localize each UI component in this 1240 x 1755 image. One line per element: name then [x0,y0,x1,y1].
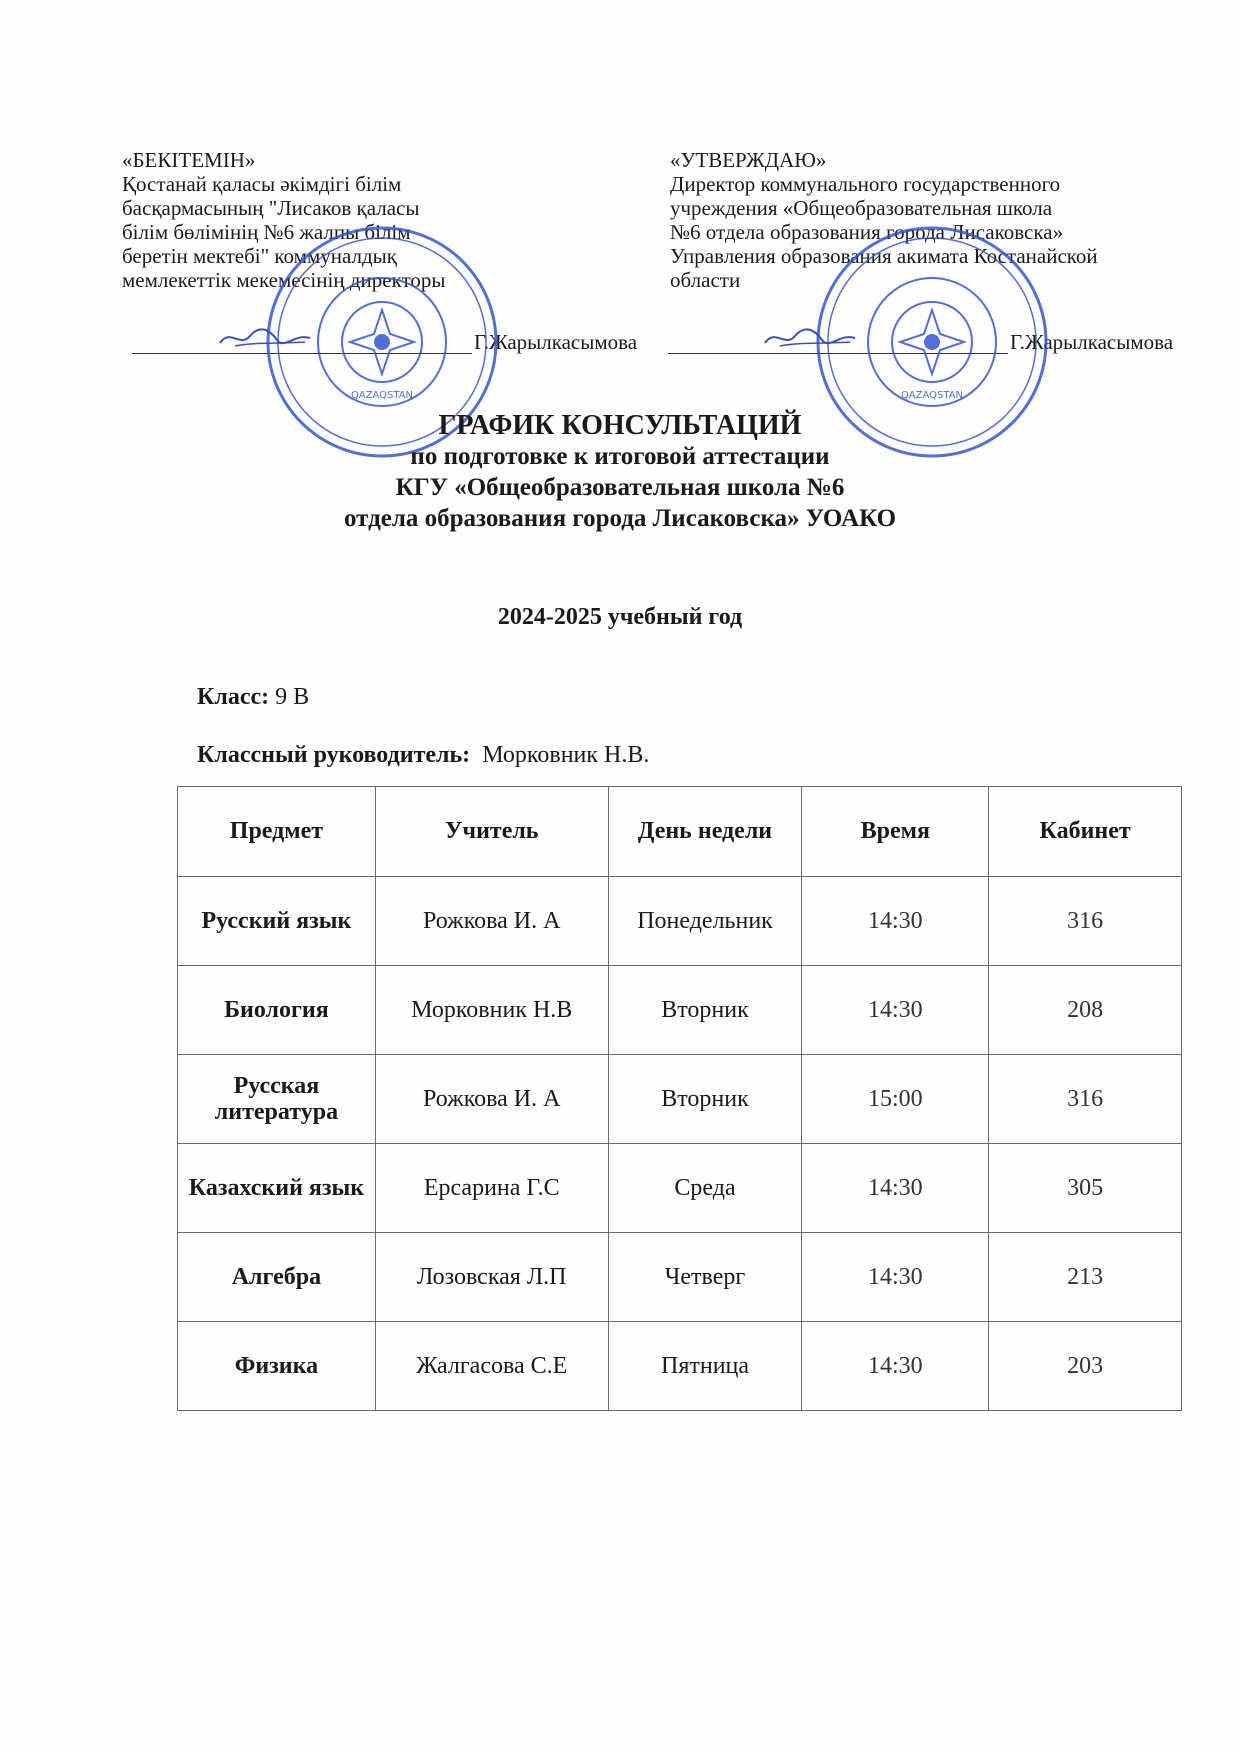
time-cell: 14:30 [802,1322,989,1411]
signer-name: Г.Жарылкасымова [474,330,638,354]
class-value: 9 В [275,684,310,710]
column-header: Кабинет [989,787,1182,877]
title-line: КГУ «Общеобразовательная школа №6 [395,474,845,501]
column-header: Время [802,787,989,877]
approval-text: Қостанай қаласы әкімдігі білім басқармасының "Лисаков қаласы білім бөлімінің №6 жалпы білім беретін мектебі" коммуналдық мемлекеттік мекемесінің директоры [122,172,446,292]
approval-heading: «УТВЕРЖДАЮ» [670,148,827,172]
title-main: ГРАФИК КОНСУЛЬТАЦИЙ [438,410,802,441]
teacher-cell: Рожкова И. А [375,877,608,966]
seal-text: QAZAQSTAN [900,390,964,401]
table-row [178,877,1182,966]
table-row [178,1322,1182,1411]
class-info [197,684,309,711]
subject-cell: Биология [178,966,376,1055]
day-cell: Вторник [608,966,802,1055]
subject-cell: Русская литература [178,1055,376,1144]
room-cell: 316 [989,877,1182,966]
signer-name: Г.Жарылкасымова [1010,330,1174,354]
room-cell: 316 [989,1055,1182,1144]
subject-cell: Русский язык [178,877,376,966]
table-row [178,966,1182,1055]
subject-cell: Физика [178,1322,376,1411]
day-cell: Четверг [608,1233,802,1322]
teacher-cell: Морковник Н.В [375,966,608,1055]
time-cell: 15:00 [802,1055,989,1144]
teacher-cell: Лозовская Л.П [375,1233,608,1322]
column-header: Предмет [178,787,376,877]
subject-cell: Алгебра [178,1233,376,1322]
consultation-schedule-table [177,786,1182,1411]
time-cell: 14:30 [802,877,989,966]
approval-heading: «БЕКІТЕМІН» [122,148,256,172]
teacher-cell: Рожкова И. А [375,1055,608,1144]
class-label: Класс: [197,684,270,710]
time-cell: 14:30 [802,1233,989,1322]
title-line: отдела образования города Лисаковска» УОАКО [343,505,897,532]
table-row [178,1144,1182,1233]
table-row [178,1233,1182,1322]
class-teacher-info [197,742,649,769]
room-cell: 203 [989,1322,1182,1411]
day-cell: Понедельник [608,877,802,966]
day-cell: Пятница [608,1322,802,1411]
academic-year: 2024-2025 учебный год [497,604,743,630]
table-row [178,1055,1182,1144]
title-line: по подготовке к итоговой аттестации [410,443,830,470]
room-cell: 208 [989,966,1182,1055]
approval-text: Директор коммунального государственного учреждения «Общеобразовательная школа №6 отдела образования города Лисаковска» Управления образования акимата Костанайской области [670,172,1098,292]
day-cell: Вторник [608,1055,802,1144]
day-cell: Среда [608,1144,802,1233]
column-header: Учитель [375,787,608,877]
seal-text: QAZAQSTAN [350,390,414,401]
teacher-cell: Ерсарина Г.С [375,1144,608,1233]
teacher-cell: Жалгасова С.Е [375,1322,608,1411]
document-title [0,410,1240,534]
teacher-value: Морковник Н.В. [482,742,650,768]
subject-cell: Казахский язык [178,1144,376,1233]
room-cell: 305 [989,1144,1182,1233]
room-cell: 213 [989,1233,1182,1322]
table-header-row [178,787,1182,877]
time-cell: 14:30 [802,966,989,1055]
teacher-label: Классный руководитель: [197,742,471,768]
time-cell: 14:30 [802,1144,989,1233]
column-header: День недели [608,787,802,877]
